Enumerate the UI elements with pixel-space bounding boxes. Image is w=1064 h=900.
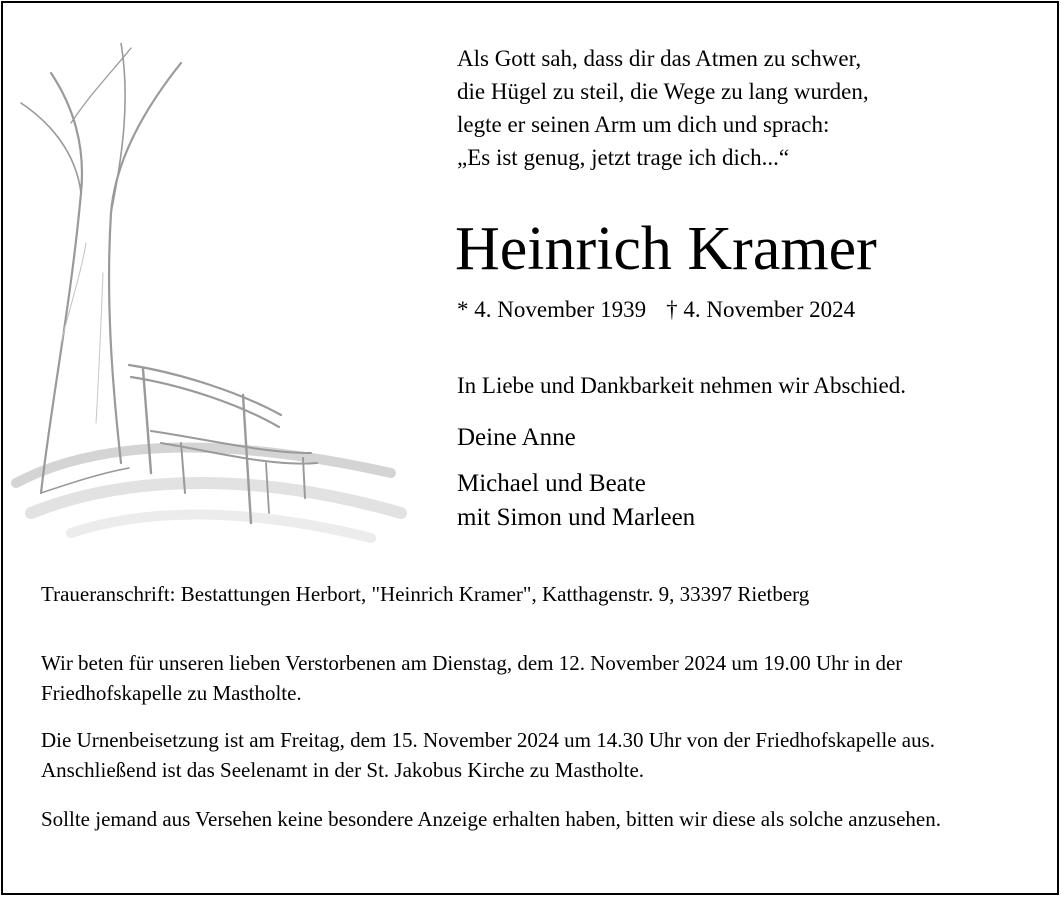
life-dates <box>457 294 855 326</box>
poem-line: die Hügel zu steil, die Wege zu lang wurden, <box>457 79 869 104</box>
urn-burial-paragraph: Die Urnenbeisetzung ist am Freitag, dem 15. November 2024 um 14.30 Uhr von der Friedhofskapelle aus. Anschließend ist das Seelenamt in der St. Jakobus Kirche zu Mastholte. <box>41 728 936 782</box>
poem-line: Als Gott sah, dass dir das Atmen zu schwer, <box>457 46 862 71</box>
tree-and-bench-illustration <box>11 43 411 543</box>
poem-line: „Es ist genug, jetzt trage ich dich...“ <box>457 145 790 170</box>
mourning-address: Traueranschrift: Bestattungen Herbort, "Heinrich Kramer", Katthagenstr. 9, 33397 Rietberg <box>41 582 810 606</box>
birth-date: * 4. November 1939 <box>457 297 647 322</box>
deceased-name: Heinrich Kramer <box>455 215 877 283</box>
death-date: † 4. November 2024 <box>666 297 856 322</box>
mourner-line: Michael und Beate <box>457 470 646 497</box>
prayer-service-paragraph: Wir beten für unseren lieben Verstorbenen am Dienstag, dem 12. November 2024 um 19.00 Uhr in der Friedhofskapelle zu Mastholte. <box>41 651 903 705</box>
farewell-text: In Liebe und Dankbarkeit nehmen wir Abschied. <box>457 373 907 398</box>
mourner-family <box>457 467 695 535</box>
poem-line: legte er seinen Arm um dich und sprach: <box>457 112 830 137</box>
obituary-notice <box>1 1 1059 895</box>
poem <box>457 42 869 174</box>
mourner-spouse: Deine Anne <box>457 424 576 451</box>
mourner-line: mit Simon und Marleen <box>457 504 696 531</box>
notice-paragraph: Sollte jemand aus Versehen keine besondere Anzeige erhalten haben, bitten wir diese als solche anzusehen. <box>41 807 941 831</box>
